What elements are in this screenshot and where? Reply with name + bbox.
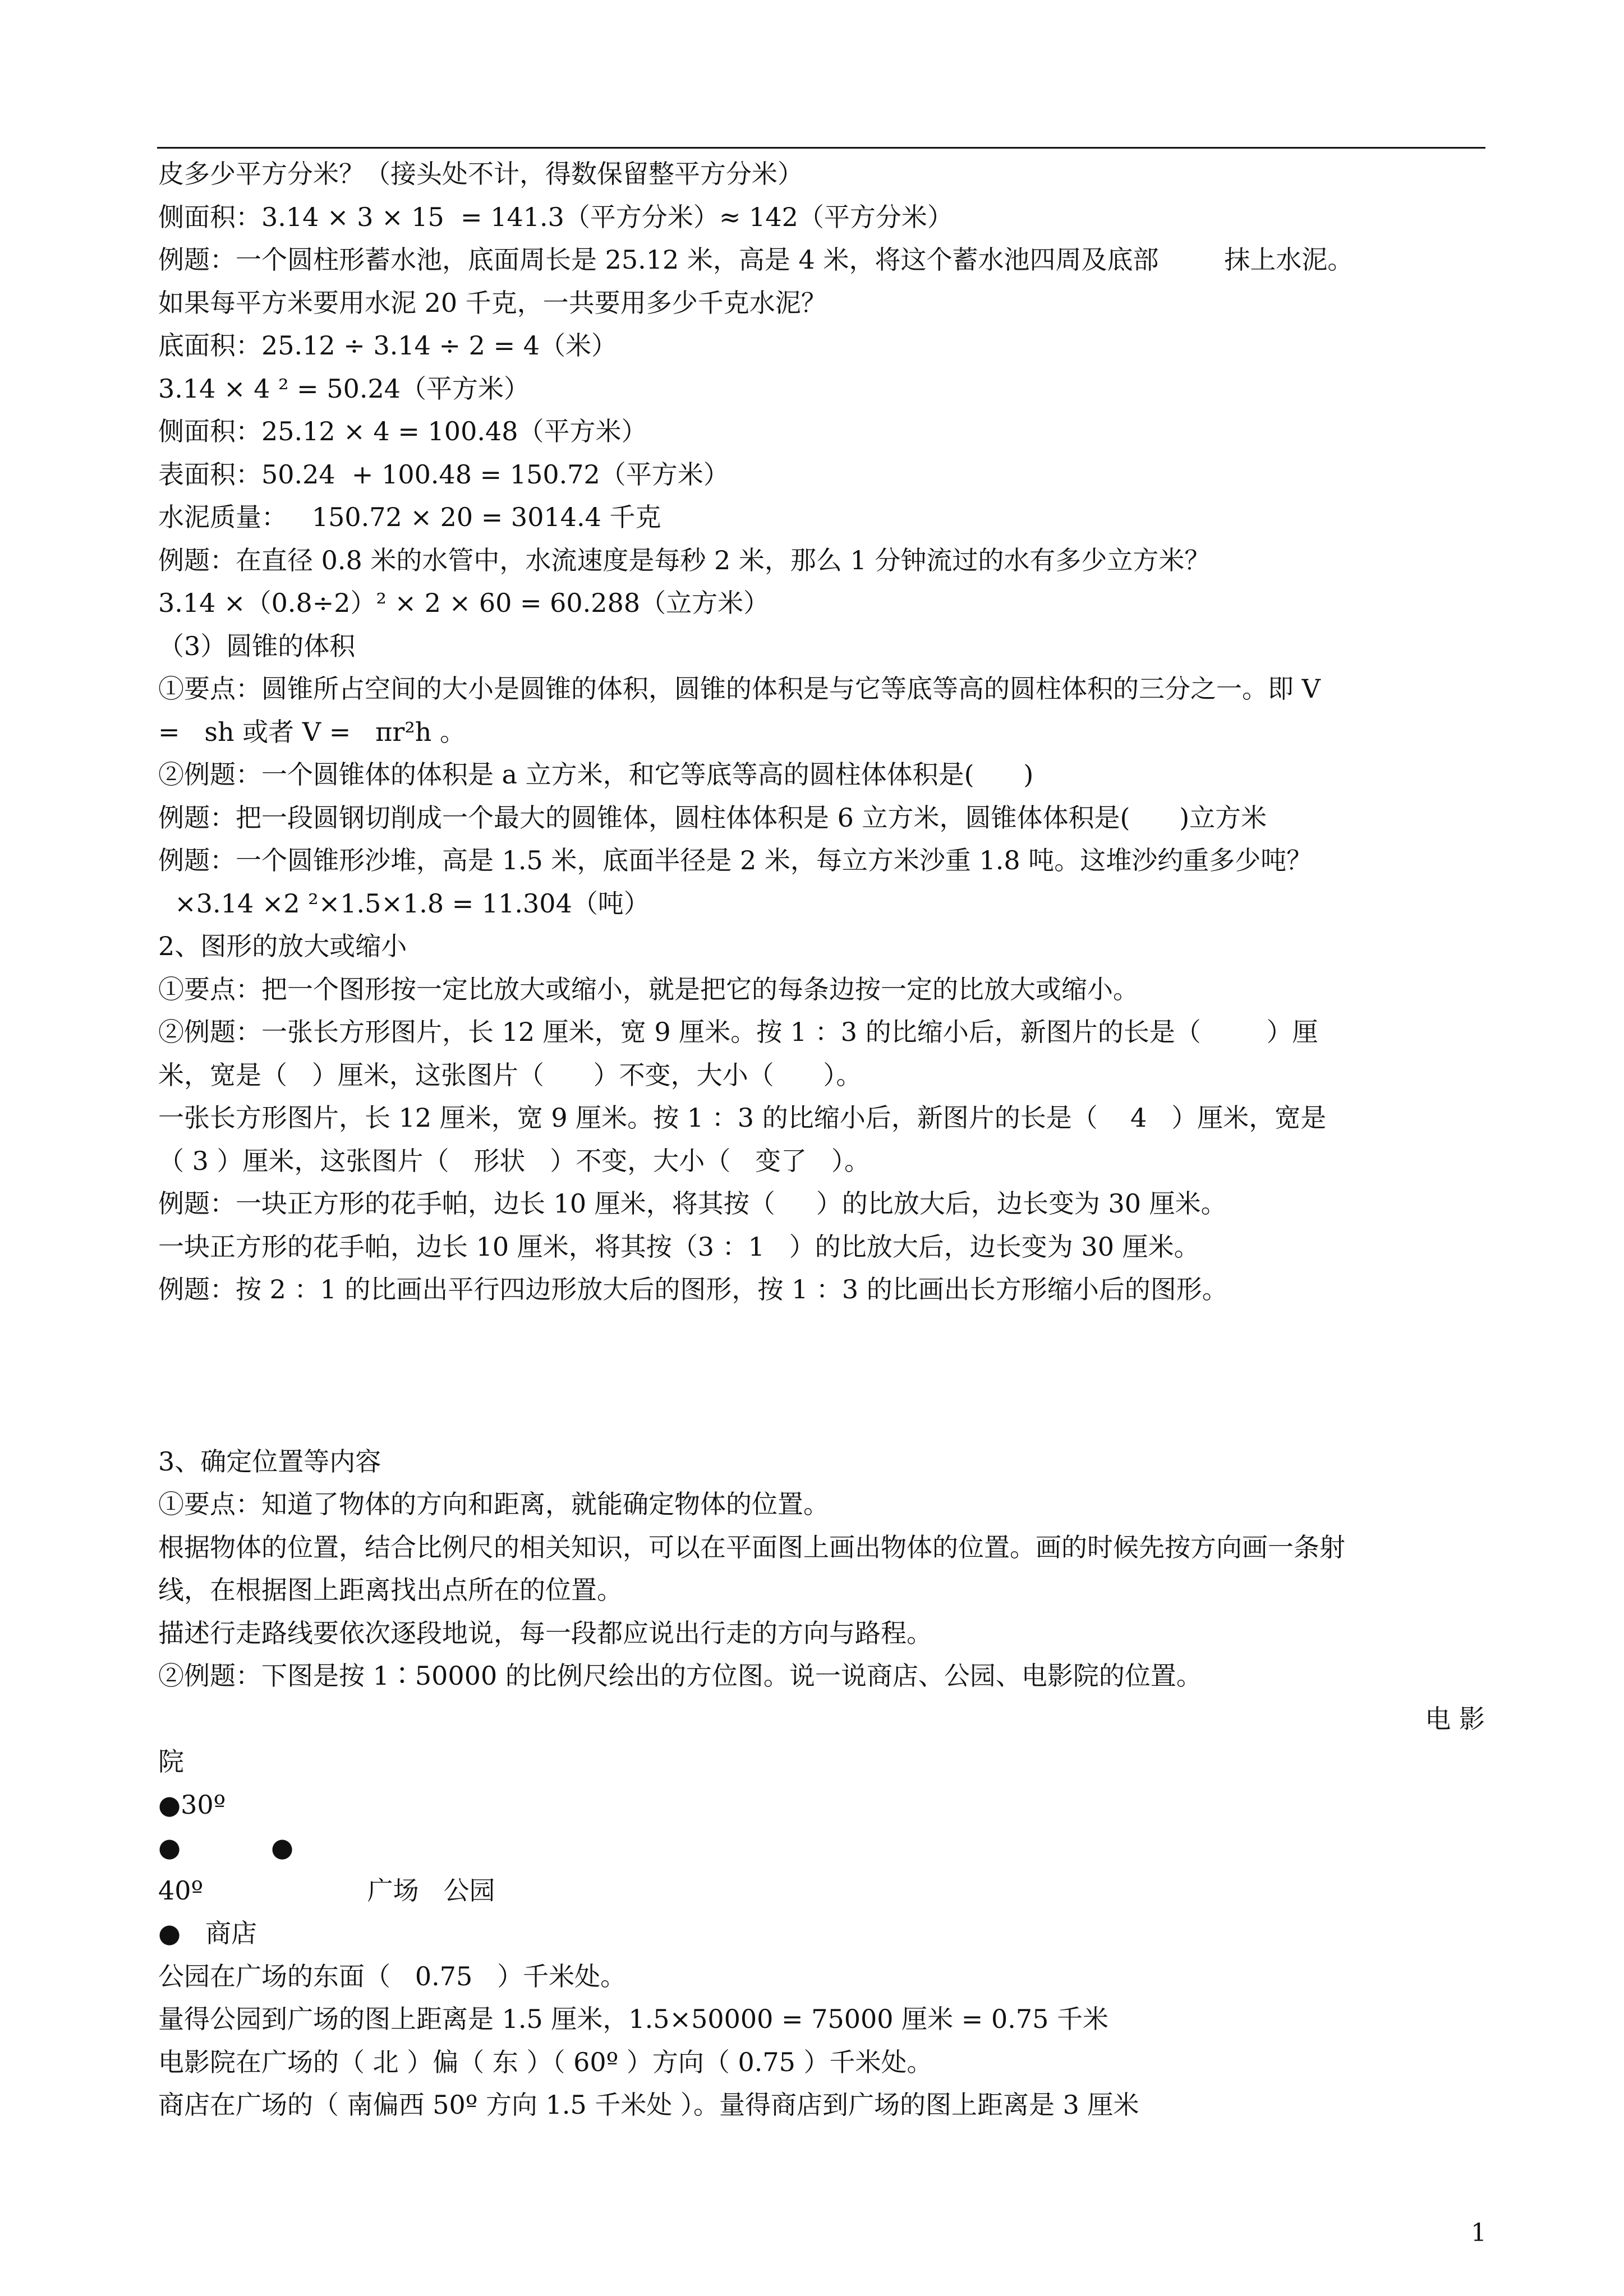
- text-line: 例题：一块正方形的花手帕，边长 10 厘米，将其按（ ）的比放大后，边长变为 30 厘米。: [158, 1188, 1227, 1219]
- text-line: （ 3 ）厘米，这张图片（ 形状 ）不变，大小（ 变了 ）。: [158, 1145, 870, 1176]
- map-label: ● ●: [158, 1832, 294, 1862]
- map-label: ●30º: [158, 1789, 226, 1820]
- text-line: 商店在广场的（ 南偏西 50º 方向 1.5 千米处 ）。量得商店到广场的图上距离是 3 厘米: [158, 2090, 1139, 2120]
- section-heading: 3、确定位置等内容: [158, 1446, 381, 1477]
- map-label: 40º 广场 公园: [158, 1875, 495, 1906]
- map-label: ● 商店: [158, 1918, 257, 1948]
- text-line: 例题：在直径 0.8 米的水管中，水流速度是每秒 2 米，那么 1 分钟流过的水有多少立方米？: [158, 545, 1211, 575]
- blank-space: [158, 1311, 1485, 1440]
- text-line: 量得公园到广场的图上距离是 1.5 厘米，1.5×50000 = 75000 厘米 = 0.75 千米: [158, 2004, 1109, 2034]
- header-rule: [157, 147, 1485, 149]
- section-heading: （3）圆锥的体积: [158, 630, 356, 661]
- text-line: 底面积：25.12 ÷ 3.14 ÷ 2 = 4（米）: [158, 330, 618, 361]
- text-line: 例题：一个圆锥形沙堆，高是 1.5 米，底面半径是 2 米，每立方米沙重 1.8 吨。这堆沙约重多少吨？: [158, 845, 1313, 875]
- text-line: 米，宽是（ ）厘米，这张图片（ ）不变，大小（ ）。: [158, 1059, 862, 1090]
- text-line: 3.14 × 4 ² = 50.24（平方米）: [158, 373, 530, 404]
- text-line: 公园在广场的东面（ 0.75 ）千米处。: [158, 1961, 627, 1991]
- text-line: ×3.14 ×2 ²×1.5×1.8 = 11.304（吨）: [158, 888, 650, 919]
- text-line: ①要点：把一个图形按一定比放大或缩小，就是把它的每条边按一定的比放大或缩小。: [158, 974, 1139, 1004]
- text-line: 一块正方形的花手帕，边长 10 厘米，将其按（3 ：1 ）的比放大后，边长变为 30 厘米。: [158, 1231, 1200, 1262]
- text-line: 一张长方形图片，长 12 厘米，宽 9 厘米。按 1 ：3 的比缩小后，新图片的长是（ 4 ）厘米，宽是: [158, 1103, 1327, 1133]
- text-line: 皮多少平方分米？（接头处不计，得数保留整平方分米）: [158, 159, 803, 189]
- page-number: 1: [1471, 2219, 1487, 2247]
- text-line: 例题：把一段圆钢切削成一个最大的圆锥体，圆柱体体积是 6 立方米，圆锥体体积是( )立方米: [158, 802, 1267, 833]
- text-line: 例题：按 2 ：1 的比画出平行四边形放大后的图形，按 1 ：3 的比画出长方形缩小后的图形。: [158, 1274, 1228, 1304]
- text-line: 侧面积：3.14 × 3 × 15 = 141.3（平方分米）≈ 142（平方分米）: [158, 201, 953, 232]
- section-heading: 2、图形的放大或缩小: [158, 931, 407, 961]
- text-line: 描述行走路线要依次逐段地说，每一段都应说出行走的方向与路程。: [158, 1617, 932, 1648]
- text-line: 例题：一个圆柱形蓄水池，底面周长是 25.12 米，高是 4 米，将这个蓄水池四周及底部 抹上水泥。: [158, 245, 1354, 275]
- text-line: 表面积：50.24 + 100.48 = 150.72（平方米）: [158, 459, 729, 490]
- text-line: = sh 或者 V = πr²h 。: [158, 716, 466, 747]
- text-line: 根据物体的位置，结合比例尺的相关知识，可以在平面图上画出物体的位置。画的时候先按方向画一条射: [158, 1532, 1345, 1562]
- text-line: 3.14 ×（0.8÷2）² × 2 × 60 = 60.288（立方米）: [158, 588, 770, 618]
- text-line: 院: [158, 1746, 184, 1777]
- text-line: 侧面积：25.12 × 4 = 100.48（平方米）: [158, 416, 647, 446]
- text-line: ②例题：下图是按 1∶50000 的比例尺绘出的方位图。说一说商店、公园、电影院的位置。: [158, 1661, 1202, 1691]
- right-aligned-text: 电 影: [1425, 1703, 1485, 1734]
- document-body: [158, 153, 1485, 2127]
- text-line: 如果每平方米要用水泥 20 千克，一共要用多少千克水泥？: [158, 287, 827, 318]
- text-line: 水泥质量： 150.72 × 20 = 3014.4 千克: [158, 502, 661, 532]
- text-line: 线，在根据图上距离找出点所在的位置。: [158, 1575, 623, 1605]
- text-line: ②例题：一张长方形图片，长 12 厘米，宽 9 厘米。按 1 ：3 的比缩小后，新图片的长是（ ）厘: [158, 1017, 1318, 1047]
- text-line: ②例题：一个圆锥体的体积是 a 立方米，和它等底等高的圆柱体体积是( ): [158, 759, 1034, 790]
- text-line: ①要点：圆锥所占空间的大小是圆锥的体积，圆锥的体积是与它等底等高的圆柱体积的三分之一。即 V: [158, 674, 1321, 704]
- text-line: ①要点：知道了物体的方向和距离，就能确定物体的位置。: [158, 1489, 829, 1519]
- text-line: 电影院在广场的（ 北 ）偏（ 东 ）（ 60º ）方向（ 0.75 ）千米处。: [158, 2046, 933, 2077]
